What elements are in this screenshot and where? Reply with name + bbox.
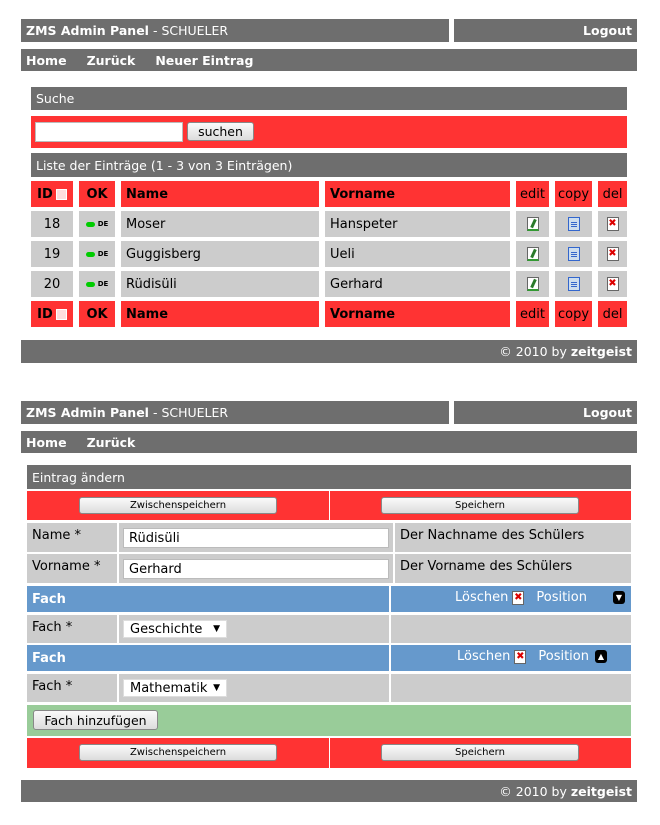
column-label: del [602, 186, 623, 202]
row-ok [79, 271, 115, 297]
nav-bar [21, 49, 637, 71]
language-code: DE [97, 280, 109, 288]
column-label: Vorname [330, 306, 396, 322]
field-help-text: Der Vorname des Schülers [400, 559, 573, 574]
cell-text: Gerhard [330, 276, 383, 292]
row-ok [79, 211, 115, 237]
column-label: edit [520, 306, 545, 322]
edit-icon[interactable] [527, 277, 539, 291]
row-copy[interactable] [555, 211, 592, 237]
copy-icon[interactable] [568, 277, 580, 291]
row-name [121, 211, 319, 237]
fach-select[interactable] [123, 679, 227, 697]
nav-back[interactable]: Zurück [86, 434, 136, 450]
copy-icon[interactable] [568, 217, 580, 231]
vorname-input[interactable] [123, 559, 389, 579]
save-row-right-bottom [330, 738, 631, 768]
column-label: Name [126, 186, 169, 202]
row-id [31, 241, 73, 267]
row-copy[interactable] [555, 241, 592, 267]
chevron-down-icon: ▼ [213, 624, 220, 634]
logout-link[interactable]: Logout [454, 19, 637, 42]
chevron-down-icon: ▼ [213, 683, 220, 693]
list-heading: Liste der Einträge (1 - 3 von 3 Einträgen) [31, 153, 627, 177]
save-draft-button-bottom[interactable]: Zwischenspeichern [79, 744, 277, 761]
row-vorname [325, 271, 510, 297]
footer-2 [21, 780, 637, 802]
column-header-ok-bottom [79, 301, 115, 327]
cell-text: Guggisberg [126, 246, 201, 262]
save-button[interactable]: Speichern [381, 497, 579, 514]
column-header-del-bottom [598, 301, 627, 327]
column-header-id[interactable] [31, 181, 73, 207]
row-del[interactable] [598, 271, 627, 297]
field-help [395, 554, 631, 583]
position-label: Position [536, 590, 587, 605]
column-label: edit [520, 186, 545, 202]
row-vorname [325, 241, 510, 267]
app-title: ZMS Admin Panel [26, 405, 149, 420]
edit-icon[interactable] [527, 247, 539, 261]
field-label-text: Fach * [32, 679, 73, 694]
language-code: DE [97, 250, 109, 258]
search-button[interactable]: suchen [187, 122, 254, 141]
column-header-vorname-bottom [325, 301, 510, 327]
cell-text: 20 [43, 276, 61, 292]
fach-heading [27, 586, 389, 612]
row-name [121, 241, 319, 267]
move-down-icon[interactable]: ▼ [613, 591, 625, 604]
nav-home[interactable]: Home [26, 434, 67, 450]
field-label [27, 615, 117, 643]
status-ok-icon [86, 252, 95, 257]
delete-label[interactable]: Löschen [457, 649, 511, 664]
cell-text: Hanspeter [330, 216, 398, 232]
fach-actions [391, 586, 631, 612]
field-label-text: Fach * [32, 620, 73, 635]
search-row [31, 116, 627, 148]
footer-brand[interactable]: zeitgeist [570, 344, 632, 359]
column-label: ID [37, 186, 53, 202]
fach-actions [391, 645, 631, 671]
delete-icon[interactable]: ✖ [608, 278, 617, 289]
module-name: SCHUELER [161, 405, 229, 420]
form-heading: Eintrag ändern [27, 465, 631, 489]
column-header-ok [79, 181, 115, 207]
column-label: Name [126, 306, 169, 322]
cell-text: 18 [43, 216, 61, 232]
column-label: del [602, 306, 623, 322]
column-label: OK [86, 186, 108, 202]
status-ok-icon [86, 222, 95, 227]
row-id [31, 211, 73, 237]
search-input[interactable] [35, 122, 183, 142]
field-label [27, 523, 117, 552]
row-edit[interactable] [516, 271, 549, 297]
column-header-name-bottom [121, 301, 319, 327]
selected-value: Geschichte [130, 621, 203, 637]
column-label: Vorname [330, 186, 396, 202]
fach-select-cell [119, 615, 389, 643]
status-ok-icon [86, 282, 95, 287]
sort-icon[interactable] [56, 309, 67, 320]
search-heading: Suche [31, 87, 627, 110]
column-header-copy-bottom [555, 301, 592, 327]
field-help [395, 523, 631, 552]
nav-new-entry[interactable]: Neuer Eintrag [155, 52, 254, 68]
column-label: ID [37, 306, 53, 322]
delete-icon[interactable]: ✖ [608, 248, 617, 259]
row-vorname [325, 211, 510, 237]
footer-copyright: © 2010 by [499, 344, 567, 359]
row-ok [79, 241, 115, 267]
column-label: OK [86, 306, 108, 322]
row-del[interactable] [598, 241, 627, 267]
save-row-left-bottom [27, 738, 329, 768]
add-fach-button[interactable]: Fach hinzufügen [33, 710, 158, 730]
row-name [121, 271, 319, 297]
column-header-name [121, 181, 319, 207]
column-label: copy [557, 186, 590, 202]
fach-select[interactable] [123, 620, 227, 638]
cell-text: 19 [43, 246, 61, 262]
column-header-id-bottom[interactable] [31, 301, 73, 327]
cell-text: Moser [126, 216, 166, 232]
save-button-bottom[interactable]: Speichern [381, 744, 579, 761]
empty-cell [391, 674, 631, 702]
field-label [27, 674, 117, 702]
field-help-text: Der Nachname des Schülers [400, 528, 585, 543]
field-input-cell [119, 523, 393, 552]
column-label: copy [557, 306, 590, 322]
field-label [27, 554, 117, 583]
copy-icon[interactable] [568, 247, 580, 261]
delete-icon[interactable]: ✖ [608, 218, 617, 229]
nav-back[interactable]: Zurück [86, 52, 136, 68]
row-del[interactable] [598, 211, 627, 237]
field-input-cell [119, 554, 393, 583]
app-title: ZMS Admin Panel [26, 23, 149, 38]
fach-title: Fach [32, 651, 66, 666]
delete-icon[interactable]: ✖ [514, 591, 523, 603]
save-draft-button[interactable]: Zwischenspeichern [79, 497, 277, 514]
edit-icon[interactable] [527, 217, 539, 231]
fach-select-cell [119, 674, 389, 702]
footer-brand[interactable]: zeitgeist [570, 783, 632, 799]
nav-bar-2 [21, 431, 637, 453]
delete-label[interactable]: Löschen [455, 590, 509, 605]
logout-link-2[interactable]: Logout [454, 401, 637, 424]
position-label: Position [538, 649, 589, 664]
fach-title: Fach [32, 592, 66, 607]
app-header: ZMS Admin Panel - SCHUELER [21, 19, 449, 42]
field-label-text: Vorname * [32, 559, 101, 574]
field-label-text: Name * [32, 528, 81, 543]
footer-copyright: © 2010 by [499, 783, 567, 799]
cell-text: Ueli [330, 246, 355, 262]
column-header-edit [516, 181, 549, 207]
selected-value: Mathematik [130, 680, 208, 696]
save-row-right [330, 491, 631, 520]
save-row-left [27, 491, 329, 520]
app-header-2: ZMS Admin Panel - SCHUELER [21, 401, 449, 424]
delete-icon[interactable]: ✖ [516, 650, 525, 662]
nav-home[interactable]: Home [26, 52, 67, 68]
column-header-copy [555, 181, 592, 207]
footer [21, 340, 637, 363]
fach-heading [27, 645, 389, 671]
cell-text: Rüdisüli [126, 276, 177, 292]
name-input[interactable] [123, 528, 389, 548]
column-header-del [598, 181, 627, 207]
sort-icon[interactable] [56, 189, 67, 200]
empty-cell [391, 615, 631, 643]
add-row [27, 705, 631, 736]
module-name: SCHUELER [161, 23, 229, 38]
row-edit[interactable] [516, 241, 549, 267]
move-up-icon[interactable]: ▲ [595, 650, 607, 663]
row-id [31, 271, 73, 297]
row-edit[interactable] [516, 211, 549, 237]
language-code: DE [97, 220, 109, 228]
column-header-edit-bottom [516, 301, 549, 327]
column-header-vorname [325, 181, 510, 207]
row-copy[interactable] [555, 271, 592, 297]
